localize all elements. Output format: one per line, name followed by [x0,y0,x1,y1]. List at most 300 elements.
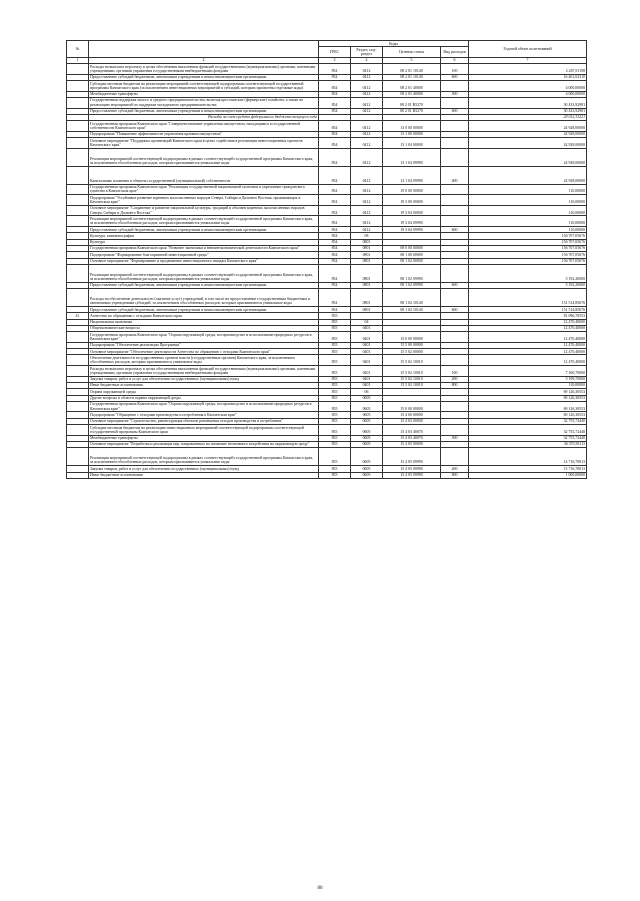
table-header [67,41,587,64]
row-name-cell: Государственная программа Камчатского края "Совершенствование управления имуществом, находящимся в государственной собственности Камчатского края" [89,121,319,132]
table-row [67,138,587,149]
row-target-article-cell: 15 4 03 40070 [383,435,441,441]
row-expense-type-cell [441,355,469,366]
row-number-cell [67,166,89,184]
row-name-cell: Предоставление субсидий бюджетным, автономным учреждениям и иным некоммерческим организациям [89,282,319,288]
row-expense-type-cell [441,184,469,195]
row-number-cell [67,97,89,108]
row-number-cell [67,448,89,466]
row-name-cell: Закупка товаров, работ и услуг для обеспечения государственных (муниципальных) нужд [89,466,319,472]
row-razdel-cell: 0412 [351,97,383,108]
header-razdel: Раздел, под-раздел [351,47,383,58]
row-sum-cell: 2 267,91198 [469,64,587,75]
row-target-article-cell: 15 5 02 10010 [383,382,441,388]
header-index: 7 [469,57,587,63]
table-row [67,148,587,166]
row-target-article-cell: 08 2 01 10140 [383,74,441,80]
row-grbs-cell: 854 [319,166,351,184]
row-razdel-cell: 0412 [351,108,383,114]
row-sum-cell: 32 755,72440 [469,435,587,441]
row-sum-cell: 14 716,70813 [469,448,587,466]
row-grbs-cell: 855 [319,325,351,331]
row-sum-cell: 32 755,72440 [469,425,587,436]
row-sum-cell: 12 470,40000 [469,342,587,348]
row-target-article-cell: 08 1 02 09990 [383,264,441,282]
row-sum-cell: 69 126,30553 [469,389,587,395]
row-sum-cell: 110,00000 [469,205,587,216]
row-target-article-cell: 15 4 03 00000 [383,418,441,424]
row-razdel-cell: 0605 [351,441,383,447]
row-sum-cell: 5 192,20000 [469,282,587,288]
row-sum-cell: 110,00000 [469,227,587,233]
header-index: 2 [89,57,319,63]
row-target-article-cell: 15 5 02 10010 [383,366,441,377]
row-target-article-cell: 08 1 00 00000 [383,252,441,258]
row-target-article-cell: 08 2 01 40000 [383,91,441,97]
row-name-cell: Расходы на выплаты персоналу в целях обеспечения выполнения функций государственными (муниципальными) органами, казенными учреждениями, органами управления государственными внебюджетными фондами [89,366,319,377]
row-target-article-cell: 19 3 04 09990 [383,216,441,227]
row-expense-type-cell: 100 [441,64,469,75]
row-sum-cell: 13 716,70813 [469,466,587,472]
row-expense-type-cell [441,205,469,216]
table-row [67,289,587,307]
row-name-cell: Государственная программа Камчатского края "Развитие экономики и внешнеэкономической деятельности Камчатского края" [89,245,319,251]
row-number-cell [67,289,89,307]
row-name-cell: Охрана окружающей среды [89,389,319,395]
row-sum-cell: 24 928,00000 [469,166,587,184]
row-grbs-cell: 855 [319,425,351,436]
row-expense-type-cell: 600 [441,307,469,313]
row-name-cell: Иные бюджетные ассигнования [89,472,319,478]
row-grbs-cell: 855 [319,401,351,412]
row-expense-type-cell: 200 [441,466,469,472]
row-name-cell: Предоставление субсидий бюджетным, автономным учреждениям и иным некоммерческим организациям [89,307,319,313]
header-sum: Годовой объем ассигнований [469,41,587,58]
row-grbs-cell: 855 [319,349,351,355]
row-grbs-cell: 855 [319,382,351,388]
row-grbs-cell: 854 [319,258,351,264]
row-sum-cell: 29 012,33221 [469,114,587,120]
row-grbs-cell: 854 [319,205,351,216]
row-expense-type-cell [441,425,469,436]
row-grbs-cell: 855 [319,418,351,424]
row-sum-cell: 156 707,05676 [469,233,587,239]
row-target-article-cell: 15 0 00 00000 [383,401,441,412]
row-name-cell: Подпрограмма "Обращение с отходами производства и потребления в Камчатском крае" [89,412,319,418]
row-name-cell: Основное мероприятие "Сохранение и развитие национальной культуры, традиций и обычаев коренных малочисленных народов Севера, Сибири и Дальнего Востока" [89,205,319,216]
row-target-article-cell: 15 4 05 09990 [383,472,441,478]
row-razdel-cell: 0605 [351,395,383,401]
row-grbs-cell: 854 [319,252,351,258]
row-sum-cell: 156 707,05676 [469,239,587,245]
row-name-cell: Основное мероприятие "Разработка и реализация мер, направленных на снижение негативного воздействия на окружающую среду" [89,441,319,447]
header-target-article: Целевая статья [383,47,441,58]
table-row [67,216,587,227]
row-razdel-cell: 0801 [351,239,383,245]
table-row [67,332,587,343]
table-row [67,264,587,282]
row-sum-cell: 24 928,00000 [469,138,587,149]
row-razdel-cell: 0401 [351,366,383,377]
row-expense-type-cell: 500 [441,91,469,97]
row-target-article-cell: 08 1 02 10140 [383,289,441,307]
row-number-cell [67,195,89,206]
row-sum-cell: 24 928,00000 [469,121,587,132]
row-grbs-cell: 855 [319,376,351,382]
row-razdel-cell: 0412 [351,195,383,206]
row-expense-type-cell [441,148,469,166]
row-expense-type-cell: 600 [441,227,469,233]
row-target-article-cell: 15 0 00 00000 [383,332,441,343]
row-grbs-cell: 854 [319,138,351,149]
table-row [67,97,587,108]
row-sum-cell: 12 470,40000 [469,325,587,331]
table-row [67,184,587,195]
row-razdel-cell: 0412 [351,64,383,75]
row-grbs-cell: 854 [319,184,351,195]
row-razdel-cell: 0412 [351,138,383,149]
row-target-article-cell: 15 5 00 00000 [383,342,441,348]
row-grbs-cell: 854 [319,108,351,114]
row-grbs-cell: 854 [319,227,351,233]
row-razdel-cell: 0412 [351,121,383,132]
row-grbs-cell: 854 [319,74,351,80]
row-target-article-cell: 15 4 03 40070 [383,425,441,436]
header-number: № [67,41,89,58]
row-razdel-cell: 0801 [351,289,383,307]
row-razdel-cell: 0605 [351,472,383,478]
row-razdel-cell: 0401 [351,332,383,343]
row-sum-cell: 12 470,40000 [469,319,587,325]
row-sum-cell: 156 707,05676 [469,258,587,264]
row-name-cell: Культура, кинематография [89,233,319,239]
row-grbs-cell: 854 [319,81,351,92]
header-index: 5 [383,57,441,63]
row-number-cell [67,355,89,366]
row-name-cell: Национальная экономика [89,319,319,325]
table-row [67,366,587,377]
row-name-cell: Расходы на обеспечение деятельности (оказание услуг) учреждений, в том числе на предоставление государственным бюджетным и автономным учреждениям субсидий, за исключением обособленных расходов, которым присваиваются уникальные коды [89,289,319,307]
row-expense-type-cell [441,138,469,149]
row-expense-type-cell: 500 [441,435,469,441]
row-name-cell: Предоставление субсидий бюджетным, автономным учреждениям и иным некоммерческим организациям [89,74,319,80]
row-razdel-cell: 0801 [351,252,383,258]
table-row [67,401,587,412]
row-number-cell [67,64,89,75]
row-sum-cell: 24 928,00000 [469,131,587,137]
row-name-cell: Предоставление субсидий бюджетным, автономным учреждениям и иным некоммерческим организациям [89,108,319,114]
row-sum-cell: 69 126,30553 [469,412,587,418]
row-sum-cell: 69 126,30553 [469,401,587,412]
row-razdel-cell: 0412 [351,166,383,184]
row-razdel-cell: 0801 [351,307,383,313]
row-grbs-cell: 854 [319,216,351,227]
row-expense-type-cell [441,289,469,307]
row-name-cell: Подпрограмма "Устойчивое развитие коренных малочисленных народов Севера, Сибири и Дальнего Востока, проживающих в Камчатском крае" [89,195,319,206]
row-razdel-cell: 0412 [351,131,383,137]
row-expense-type-cell: 200 [441,376,469,382]
row-razdel-cell: 0605 [351,435,383,441]
row-grbs-cell: 854 [319,148,351,166]
row-sum-cell: 30 433,92981 [469,108,587,114]
row-name-cell: Государственная программа Камчатского края "Охрана окружающей среды, воспроизводство и использование природных ресурсов в Камчатском крае" [89,401,319,412]
row-target-article-cell: 08 2 01 R5270 [383,108,441,114]
row-grbs-cell: 855 [319,366,351,377]
row-expense-type-cell: 600 [441,74,469,80]
row-number-cell [67,121,89,132]
row-name-cell: Закупка товаров, работ и услуг для обеспечения государственных (муниципальных) нужд [89,376,319,382]
row-name-cell: Подпрограмма "Обеспечение реализации Программы" [89,342,319,348]
row-razdel-cell: 0412 [351,148,383,166]
row-razdel-cell: 0401 [351,325,383,331]
row-sum-cell: 30 433,92981 [469,97,587,108]
row-name-cell: Расходы на выплаты персоналу в целях обеспечения выполнения функций государственными (муниципальными) органами, казенными учреждениями, органами управления государственными внебюджетными фондами [89,64,319,75]
row-name-cell: Межбюджетные трансферты [89,435,319,441]
row-name-cell: Капитальные вложения в объекты государственной (муниципальной) собственности [89,166,319,184]
row-sum-cell: 110,00000 [469,184,587,195]
row-grbs-cell: 854 [319,264,351,282]
row-name-cell: Основное мероприятие "Строительство, реконструкция объектов размещения отходов производства и потребления" [89,418,319,424]
table-row [67,64,587,75]
table-body [67,64,587,479]
row-sum-cell: 12 470,40000 [469,332,587,343]
row-sum-cell: 69 126,30553 [469,395,587,401]
row-grbs-cell: 854 [319,97,351,108]
row-expense-type-cell: 600 [441,282,469,288]
row-grbs-cell: 855 [319,435,351,441]
row-number-cell [67,148,89,166]
row-razdel-cell: 04 [351,319,383,325]
row-razdel-cell: 0401 [351,382,383,388]
row-expense-type-cell: 800 [441,472,469,478]
row-grbs-cell: 855 [319,332,351,343]
row-grbs-cell: 854 [319,233,351,239]
row-razdel-cell: 0605 [351,425,383,436]
row-target-article-cell: 08 1 02 10140 [383,307,441,313]
row-sum-cell: 4 000,00000 [469,81,587,92]
row-name-cell: Государственная программа Камчатского края "Охрана окружающей среды, воспроизводство и использование природных ресурсов в Камчатском крае" [89,332,319,343]
row-sum-cell: 16 461,02310 [469,74,587,80]
row-name-cell: Общеэкономические вопросы [89,325,319,331]
table-row [67,425,587,436]
row-grbs-cell: 855 [319,319,351,325]
row-target-article-cell: 13 1 04 09990 [383,166,441,184]
row-target-article-cell: 19 0 00 00000 [383,184,441,195]
row-target-article-cell: 08 2 01 40000 [383,81,441,92]
row-expense-type-cell [441,121,469,132]
row-name-cell: Основное мероприятие "Формирование и продвижение инвестиционного имиджа Камчатского края" [89,258,319,264]
table-row [67,195,587,206]
table-row [67,121,587,132]
row-sum-cell: 5 199,70000 [469,376,587,382]
row-grbs-cell: 855 [319,355,351,366]
row-sum-cell: 32 755,72440 [469,418,587,424]
row-target-article-cell: 19 3 04 00000 [383,205,441,216]
header-index: 6 [441,57,469,63]
header-index: 3 [319,57,351,63]
header-grbs: ГРБС [319,47,351,58]
row-sum-cell: 24 928,00000 [469,148,587,166]
row-razdel-cell: 0801 [351,245,383,251]
row-razdel-cell: 0412 [351,227,383,233]
row-name-cell: Агентство по обращению с отходами Камчатского края [89,313,319,319]
row-sum-cell: 110,00000 [469,216,587,227]
header-codes-group: Коды [319,41,469,47]
row-grbs-cell: 855 [319,395,351,401]
row-name-cell: Подпрограмма "Повышение эффективности управления краевым имуществом" [89,131,319,137]
row-razdel-cell: 0801 [351,282,383,288]
row-grbs-cell: 854 [319,289,351,307]
row-target-article-cell: 15 4 05 09990 [383,448,441,466]
row-grbs-cell: 855 [319,466,351,472]
row-razdel-cell: 0401 [351,349,383,355]
row-name-cell: Иные бюджетные ассигнования [89,382,319,388]
row-razdel-cell: 0412 [351,74,383,80]
header-index: 1 [67,57,89,63]
row-expense-type-cell [441,216,469,227]
row-sum-cell: 156 707,05676 [469,252,587,258]
row-expense-type-cell: 800 [441,382,469,388]
row-expense-type-cell: 100 [441,366,469,377]
row-grbs-cell: 854 [319,282,351,288]
row-grbs-cell: 854 [319,121,351,132]
row-target-article-cell: 08 0 00 00000 [383,245,441,251]
row-name-cell: Реализация мероприятий соответствующей подпрограммы в рамках соответствующей государственной программы Камчатского края, за исключением обособленных расходов, которым присваиваются уникальные коды [89,448,319,466]
row-number-cell [67,401,89,412]
row-target-article-cell: 15 4 05 00000 [383,441,441,447]
row-razdel-cell: 0401 [351,355,383,366]
header-index: 4 [351,57,383,63]
row-name-cell: Культура [89,239,319,245]
row-name-cell: Подпрограмма "Формирование благоприятной инвестиционной среды" [89,252,319,258]
row-sum-cell: 1 000,00000 [469,472,587,478]
row-expense-type-cell: 600 [441,108,469,114]
table-row [67,448,587,466]
row-expense-type-cell [441,97,469,108]
table-row [67,472,587,478]
row-number-cell [67,366,89,377]
row-expense-type-cell: 400 [441,166,469,184]
row-razdel-cell: 0801 [351,258,383,264]
row-name-cell: Государственная поддержка малого и среднего предпринимательства, включая крестьянские (фермерские) хозяйства, а также на реализацию мероприятий по поддержке молодежного предпринимательства [89,97,319,108]
row-sum-cell: 151 514,85676 [469,307,587,313]
header-name [89,41,319,58]
row-target-article-cell: 13 1 04 09990 [383,148,441,166]
row-target-article-cell: 15 4 00 00000 [383,412,441,418]
row-grbs-cell: 855 [319,412,351,418]
table-row [67,81,587,92]
row-grbs-cell: 854 [319,195,351,206]
row-grbs-cell: 854 [319,239,351,245]
row-sum-cell: 110,00000 [469,195,587,206]
row-razdel-cell: 0605 [351,466,383,472]
row-grbs-cell: 854 [319,307,351,313]
table-row [67,355,587,366]
row-razdel-cell: 06 [351,389,383,395]
row-number-cell [67,81,89,92]
row-target-article-cell: 19 3 00 00000 [383,195,441,206]
row-razdel-cell: 0412 [351,205,383,216]
row-grbs-cell: 854 [319,245,351,251]
row-number-cell [67,264,89,282]
row-sum-cell: 110,00000 [469,382,587,388]
row-grbs-cell: 854 [319,64,351,75]
row-target-article-cell: 08 1 02 00000 [383,258,441,264]
row-target-article-cell: 15 5 02 10010 [383,355,441,366]
row-target-article-cell: 19 3 04 09990 [383,227,441,233]
row-razdel-cell: 0412 [351,184,383,195]
row-sum-cell: 36 370,58113 [469,441,587,447]
row-name-cell: Основное мероприятие "Обеспечение деятельности Агентства по обращению с отходами Камчатского края" [89,349,319,355]
header-expense-type: Вид расходов [441,47,469,58]
row-target-article-cell: 15 4 05 09990 [383,466,441,472]
row-sum-cell: 151 514,85676 [469,289,587,307]
row-target-article-cell: 13 0 00 00000 [383,121,441,132]
row-razdel-cell: 0605 [351,412,383,418]
row-name-cell: Субсидии местным бюджетам на реализацию мероприятий соответствующей подпрограммы соответствующей государственной программы Камчатского края (за исключением инвестиционных мероприятий и субсидий, которым присвоены отдельные коды) [89,81,319,92]
row-number-cell [67,205,89,216]
row-name-cell: Реализация мероприятий соответствующей подпрограммы в рамках соответствующей государственной программы Камчатского края, за исключением обособленных расходов, которым присваиваются уникальные коды [89,216,319,227]
row-sum-cell: 12 470,40000 [469,349,587,355]
row-number-cell [67,425,89,436]
row-grbs-cell: 855 [319,448,351,466]
row-razdel-cell: 0605 [351,448,383,466]
row-name-cell: Реализация мероприятий соответствующей подпрограммы в рамках соответствующей государственной программы Камчатского края, за исключением обособленных расходов, которым присваиваются уникальные коды [89,148,319,166]
row-target-article-cell: 13 1 00 00000 [383,131,441,137]
row-name-cell: Обеспечение деятельности государственных органов власти (государственных органов) Камчатского края, за исключением обособленных расходов, которым присваиваются уникальные коды [89,355,319,366]
row-number-cell [67,184,89,195]
row-expense-type-cell [441,264,469,282]
row-razdel-cell: 0412 [351,216,383,227]
row-name-cell: Предоставление субсидий бюджетным, автономным учреждениям и иным некоммерческим организациям [89,227,319,233]
row-target-article-cell: 13 1 04 00000 [383,138,441,149]
row-name-cell: Расходы за счет средств федерального бюджета текущего года [89,114,319,120]
row-name-cell: Другие вопросы в области охраны окружающей среды [89,395,319,401]
row-name-cell: Государственная программа Камчатского края "Реализация государственной национальной политики и укрепление гражданского единства в Камчатском крае" [89,184,319,195]
budget-table [66,40,587,479]
row-number-cell: 41 [67,313,89,319]
row-sum-cell: 156 707,05676 [469,245,587,251]
row-number-cell [67,472,89,478]
row-sum-cell: 81 096,70553 [469,313,587,319]
row-target-article-cell: 08 1 02 09990 [383,282,441,288]
row-razdel-cell: 0801 [351,264,383,282]
row-number-cell [67,332,89,343]
row-grbs-cell: 855 [319,389,351,395]
row-razdel-cell: 0605 [351,418,383,424]
row-grbs-cell: 854 [319,91,351,97]
row-grbs-cell: 854 [319,131,351,137]
row-target-article-cell: 15 5 02 00000 [383,349,441,355]
row-razdel-cell: 0412 [351,81,383,92]
row-expense-type-cell [441,448,469,466]
table-row [67,166,587,184]
row-sum-cell: 5 192,20000 [469,264,587,282]
row-name-cell: Субсидии местным бюджетам на реализацию инвестиционных мероприятий соответствующей подпрограммы соответствующей государственной программы Камчатского края [89,425,319,436]
row-target-article-cell: 15 5 02 10010 [383,376,441,382]
table-row [67,205,587,216]
row-sum-cell: 12 470,40000 [469,355,587,366]
row-grbs-cell: 855 [319,313,351,319]
row-name-cell: Межбюджетные трансферты [89,91,319,97]
row-number-cell [67,138,89,149]
row-name-cell: Реализация мероприятий соответствующей подпрограммы в рамках соответствующей государственной программы Камчатского края, за исключением обособленных расходов, которым присваиваются уникальные коды [89,264,319,282]
row-sum-cell: 7 160,70000 [469,366,587,377]
page-number: 80 [317,886,323,891]
row-razdel-cell: 0401 [351,376,383,382]
row-number-cell [67,216,89,227]
row-razdel-cell: 0412 [351,91,383,97]
